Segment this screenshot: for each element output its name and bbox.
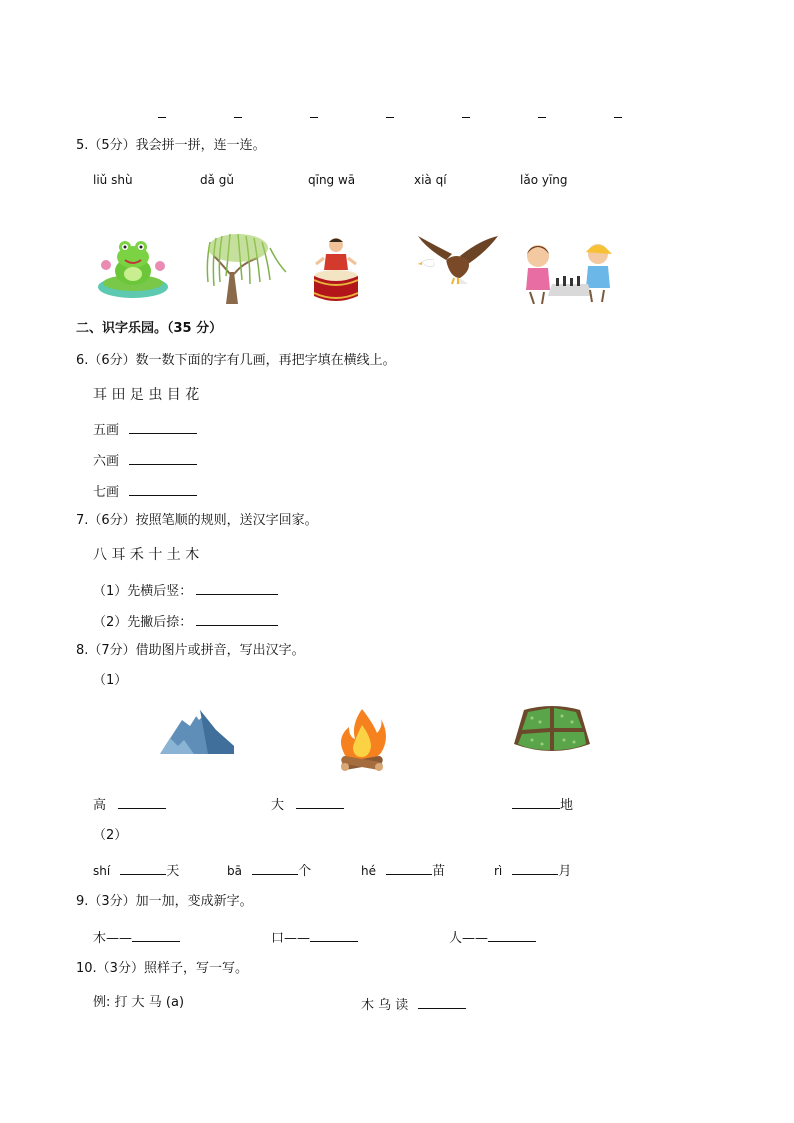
answer-blank[interactable] <box>120 862 166 875</box>
answer-blank[interactable] <box>512 862 558 875</box>
q8-pinyin-he <box>361 862 445 878</box>
pinyin-xiaqi: xià qí <box>414 173 447 187</box>
q9-title: 9.（3分）加一加，变成新字。 <box>76 894 253 909</box>
answer-blank[interactable] <box>386 862 432 875</box>
answer-blank[interactable] <box>129 421 197 434</box>
answer-blank[interactable] <box>129 452 197 465</box>
q6-row-six <box>93 452 197 468</box>
answer-blank[interactable] <box>129 483 197 496</box>
stroke-count-label: 五画 <box>93 423 120 438</box>
word-suffix: 地 <box>560 798 574 813</box>
pinyin-laoying: lǎo yīng <box>520 173 568 187</box>
pinyin: shí <box>93 864 111 878</box>
q10-title: 10.（3分）照样子，写一写。 <box>76 961 248 976</box>
q8-fill-di <box>512 796 573 812</box>
word-suffix: 苗 <box>432 864 446 879</box>
q6-row-seven <box>93 483 197 499</box>
answer-blank[interactable] <box>132 929 180 942</box>
q8-pinyin-ri <box>494 862 571 878</box>
word-prefix: 大 <box>271 798 285 813</box>
answer-dash <box>386 117 394 118</box>
answer-dash <box>310 117 318 118</box>
pinyin: rì <box>494 864 503 878</box>
q8-part-two: （2） <box>93 828 128 843</box>
word-suffix: 天 <box>166 864 180 879</box>
word-suffix: 月 <box>558 864 572 879</box>
answer-dash <box>462 117 470 118</box>
frog-icon <box>96 235 170 299</box>
pinyin: hé <box>361 864 376 878</box>
task-characters: 木 乌 读 <box>361 998 409 1013</box>
answer-blank[interactable] <box>252 862 298 875</box>
stroke-count-label: 六画 <box>93 454 120 469</box>
q8-title: 8.（7分）借助图片或拼音，写出汉字。 <box>76 643 305 658</box>
drum-icon <box>312 236 360 304</box>
answer-blank[interactable] <box>418 996 466 1009</box>
answer-dash <box>538 117 546 118</box>
answer-dash <box>614 117 622 118</box>
pinyin-liushu: liǔ shù <box>93 173 133 187</box>
willow-tree-icon <box>200 232 288 306</box>
q7-title: 7.（6分）按照笔顺的规则，送汉字回家。 <box>76 513 318 528</box>
radical: 木—— <box>93 931 133 946</box>
field-icon <box>514 702 590 758</box>
pinyin-dagu: dǎ gǔ <box>200 173 235 187</box>
q10-task <box>361 996 466 1012</box>
q8-pinyin-ba <box>227 862 311 878</box>
answer-blank[interactable] <box>488 929 536 942</box>
q9-item-kou <box>271 929 358 945</box>
stroke-count-label: 七画 <box>93 485 120 500</box>
q6-title: 6.（6分）数一数下面的字有几画，再把字填在横线上。 <box>76 353 396 368</box>
q6-characters: 耳 田 足 虫 目 花 <box>93 387 200 403</box>
answer-blank[interactable] <box>196 613 278 626</box>
q9-item-ren <box>449 929 536 945</box>
answer-blank[interactable] <box>512 796 560 809</box>
mountain-icon <box>160 706 234 754</box>
q8-part-one: （1） <box>93 673 128 688</box>
pinyin: bā <box>227 864 242 878</box>
q8-fill-gao <box>93 796 166 812</box>
rule-label: （1）先横后竖： <box>93 584 193 599</box>
radical: 人—— <box>449 931 489 946</box>
fire-icon <box>337 707 387 773</box>
q10-example: 例: 打 大 马 (a) <box>93 995 185 1010</box>
answer-blank[interactable] <box>310 929 358 942</box>
q7-rule-one <box>93 582 278 598</box>
radical: 口—— <box>271 931 311 946</box>
section-title: 二、识字乐园。（35 分） <box>76 321 223 336</box>
q7-characters: 八 耳 禾 十 土 木 <box>93 547 200 563</box>
answer-blank[interactable] <box>118 796 166 809</box>
eagle-icon <box>416 234 500 286</box>
q8-pinyin-shi <box>93 862 179 878</box>
pinyin-qingwa: qīng wā <box>308 173 356 187</box>
word-suffix: 个 <box>298 864 312 879</box>
q7-rule-two <box>93 613 278 629</box>
word-prefix: 高 <box>93 798 107 813</box>
rule-label: （2）先撇后捺： <box>93 615 193 630</box>
answer-blank[interactable] <box>296 796 344 809</box>
answer-dash <box>234 117 242 118</box>
q5-title: 5.（5分）我会拼一拼，连一连。 <box>76 138 266 153</box>
answer-blank[interactable] <box>196 582 278 595</box>
chess-kids-icon <box>522 238 618 304</box>
q8-fill-da <box>271 796 344 812</box>
answer-dash <box>158 117 166 118</box>
q9-item-mu <box>93 929 180 945</box>
q6-row-five <box>93 421 197 437</box>
